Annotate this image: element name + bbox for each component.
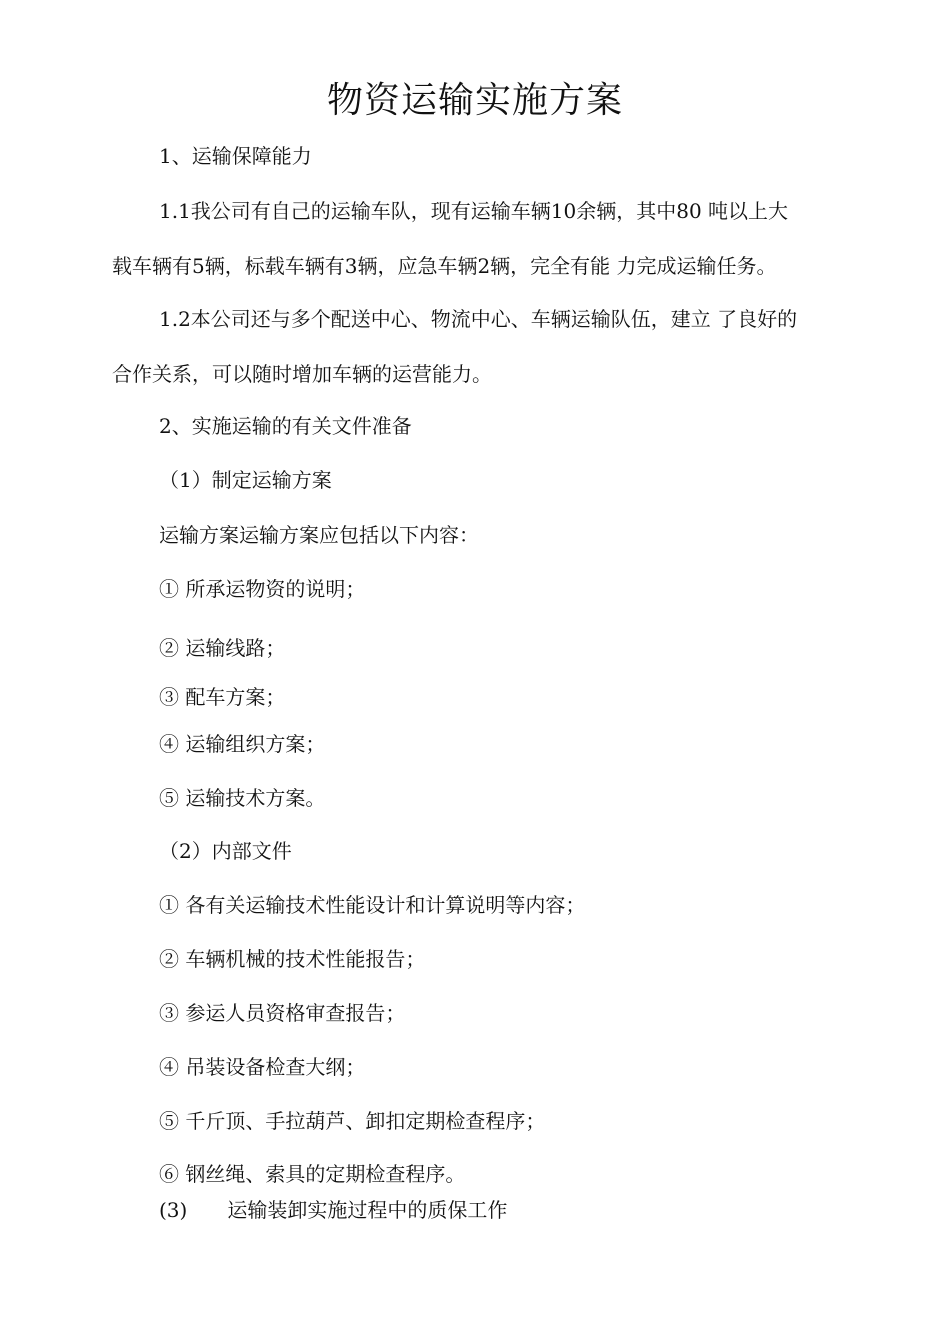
document-title: 物资运输实施方案 [326, 80, 623, 121]
list-item: ③ 参运人员资格审查报告； [159, 1001, 406, 1025]
list-item: ① 所承运物资的说明； [159, 577, 366, 601]
list-item: ② 运输线路； [159, 636, 286, 660]
list-item: ③ 配车方案； [159, 685, 286, 709]
subsection-1-intro: 运输方案运输方案应包括以下内容： [159, 523, 479, 547]
list-item: ⑤ 运输技术方案。 [159, 786, 326, 810]
list-item: ⑤ 千斤顶、手拉葫芦、卸扣定期检查程序； [159, 1109, 546, 1133]
section-2-heading: 2、实施运输的有关文件准备 [159, 414, 412, 438]
subsection-1-heading: （1）制定运输方案 [159, 468, 332, 492]
subsection-3-label: 运输装卸实施过程中的质保工作 [227, 1198, 508, 1222]
subsection-3-heading [159, 1196, 507, 1224]
list-item: ② 车辆机械的技术性能报告； [159, 947, 426, 971]
subsection-2-heading: （2）内部文件 [159, 839, 292, 863]
paragraph-1-2-line-1: 1.2本公司还与多个配送中心、物流中心、车辆运输队伍，建立 了良好的 [159, 307, 798, 331]
list-item: ④ 吊装设备检查大纲； [159, 1055, 366, 1079]
list-item: ① 各有关运输技术性能设计和计算说明等内容； [159, 893, 586, 917]
paragraph-1-1-line-2: 载车辆有5辆，标载车辆有3辆，应急车辆2辆，完全有能 力完成运输任务。 [112, 254, 777, 278]
list-item: ④ 运输组织方案； [159, 732, 326, 756]
paragraph-1-1-line-1: 1.1我公司有自己的运输车队，现有运输车辆10余辆，其中80 吨以上大 [159, 199, 789, 223]
subsection-3-number: (3) [159, 1198, 188, 1222]
list-item: ⑥ 钢丝绳、索具的定期检查程序。 [159, 1162, 466, 1186]
paragraph-1-2-line-2: 合作关系，可以随时增加车辆的运营能力。 [112, 362, 492, 386]
section-1-heading: 1、运输保障能力 [159, 144, 312, 168]
